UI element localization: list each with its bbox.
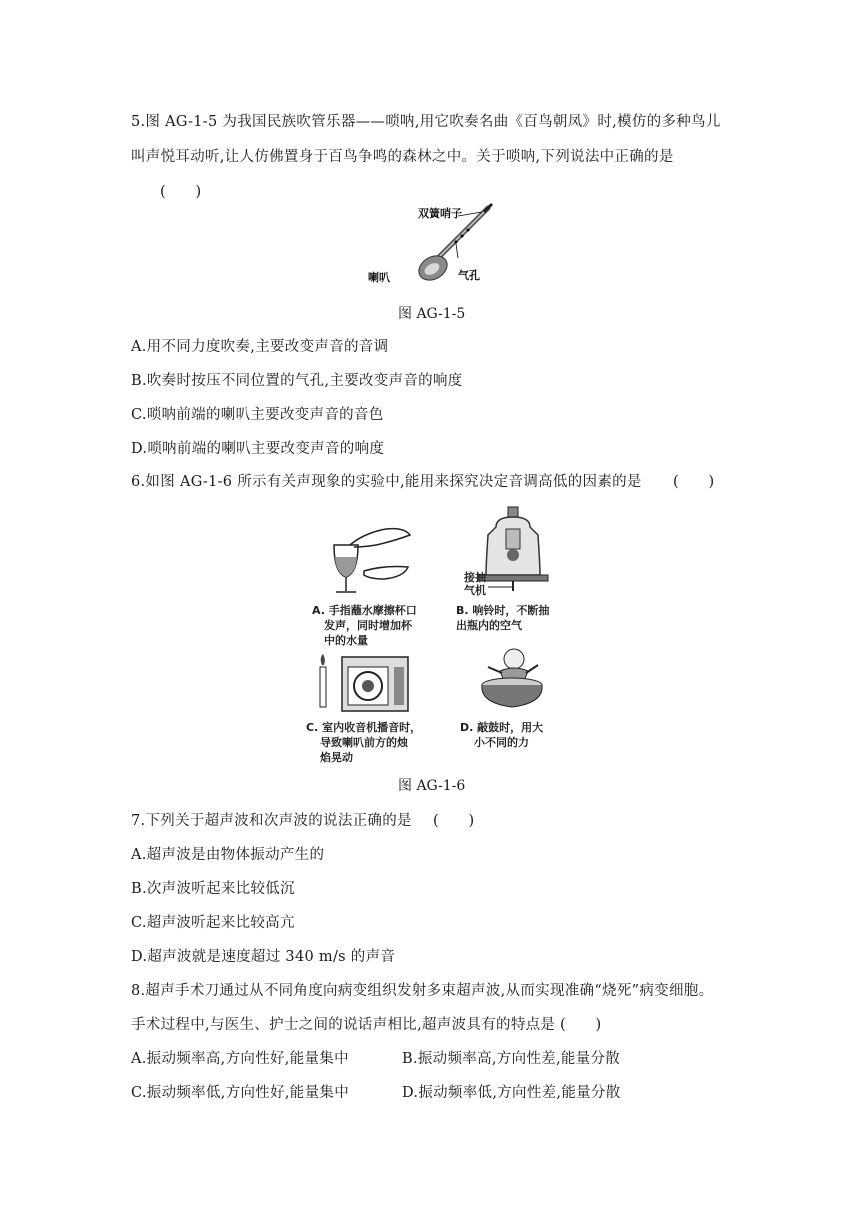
q7-option-a: A.超声波是由物体振动产生的 xyxy=(131,847,325,863)
q5-option-c: C.唢呐前端的喇叭主要改变声音的音色 xyxy=(131,407,384,423)
q8-option-d: D.振动频率低,方向性差,能量分散 xyxy=(402,1085,621,1101)
q5-stem-line1: 5.图 AG-1-5 为我国民族吹管乐器——唢呐,用它吹奏名曲《百鸟朝凤》时,模仿的多种鸟儿 xyxy=(131,114,721,130)
panel-c-line2: 导致喇叭前方的烛 xyxy=(320,736,408,749)
q5-option-d: D.唢呐前端的喇叭主要改变声音的响度 xyxy=(131,441,385,457)
figure-caption-ag-1-5: 图 AG-1-5 xyxy=(398,306,466,322)
pump-label xyxy=(464,571,486,597)
radio-candle-illustration xyxy=(314,653,414,715)
panel-c-caption xyxy=(306,720,421,765)
panel-d-line2: 小不同的力 xyxy=(474,736,529,749)
drum-illustration xyxy=(474,645,550,711)
panel-a-caption xyxy=(312,603,417,648)
q5-option-a: A.用不同力度吹奏,主要改变声音的音调 xyxy=(131,339,389,355)
q6-stem: 6.如图 AG-1-6 所示有关声现象的实验中,能用来探究决定音调高低的因素的是 xyxy=(131,474,642,490)
panel-a-line2: 发声，同时增加杯 xyxy=(324,619,412,632)
label-air-hole: 气孔 xyxy=(458,269,480,282)
pump-label-line1: 接抽 xyxy=(464,571,486,584)
q8-stem-line2: 手术过程中,与医生、护士之间的说话声相比,超声波具有的特点是 xyxy=(131,1017,556,1033)
q7-option-c: C.超声波听起来比较高亢 xyxy=(131,915,295,931)
sound-experiments-figure xyxy=(296,503,572,768)
q8-answer-bracket: ( ) xyxy=(560,1017,602,1033)
label-double-reed: 双簧哨子 xyxy=(418,207,462,220)
q7-stem: 7.下列关于超声波和次声波的说法正确的是 xyxy=(131,813,412,829)
panel-c-line3: 焰晃动 xyxy=(320,751,353,764)
panel-d-caption xyxy=(460,720,543,750)
q7-option-d: D.超声波就是速度超过 340 m/s 的声音 xyxy=(131,949,396,965)
q8-option-c: C.振动频率低,方向性好,能量集中 xyxy=(131,1085,350,1101)
panel-b-line1: B. 响铃时，不断抽 xyxy=(456,604,550,617)
label-horn: 喇叭 xyxy=(368,271,390,284)
panel-b-caption xyxy=(456,603,549,633)
figure-caption-ag-1-6: 图 AG-1-6 xyxy=(398,778,466,794)
panel-a-line3: 中的水量 xyxy=(324,634,368,647)
pump-label-line2: 气机 xyxy=(464,584,486,597)
q7-answer-bracket: ( ) xyxy=(433,813,475,829)
q5-option-b: B.吹奏时按压不同位置的气孔,主要改变声音的响度 xyxy=(131,373,463,389)
q6-answer-bracket: ( ) xyxy=(673,474,715,490)
q8-stem-line1: 8.超声手术刀通过从不同角度向病变组织发射多束超声波,从而实现准确“烧死”病变细胞。 xyxy=(131,983,714,999)
q8-option-a: A.振动频率高,方向性好,能量集中 xyxy=(131,1051,349,1067)
q5-stem-line2: 叫声悦耳动听,让人仿佛置身于百鸟争鸣的森林之中。关于唢呐,下列说法中正确的是 xyxy=(131,149,674,165)
q8-option-b: B.振动频率高,方向性差,能量分散 xyxy=(402,1051,621,1067)
suona-figure xyxy=(360,198,500,298)
q7-option-b: B.次声波听起来比较低沉 xyxy=(131,881,295,897)
wine-glass-illustration xyxy=(324,515,414,595)
panel-b-line2: 出瓶内的空气 xyxy=(456,619,522,632)
panel-c-line1: C. 室内收音机播音时， xyxy=(306,721,422,734)
panel-a-line1: A. 手指蘸水摩擦杯口 xyxy=(312,604,417,617)
panel-d-line1: D. 敲鼓时，用大 xyxy=(460,721,544,734)
q5-answer-bracket: ( ) xyxy=(160,184,202,200)
